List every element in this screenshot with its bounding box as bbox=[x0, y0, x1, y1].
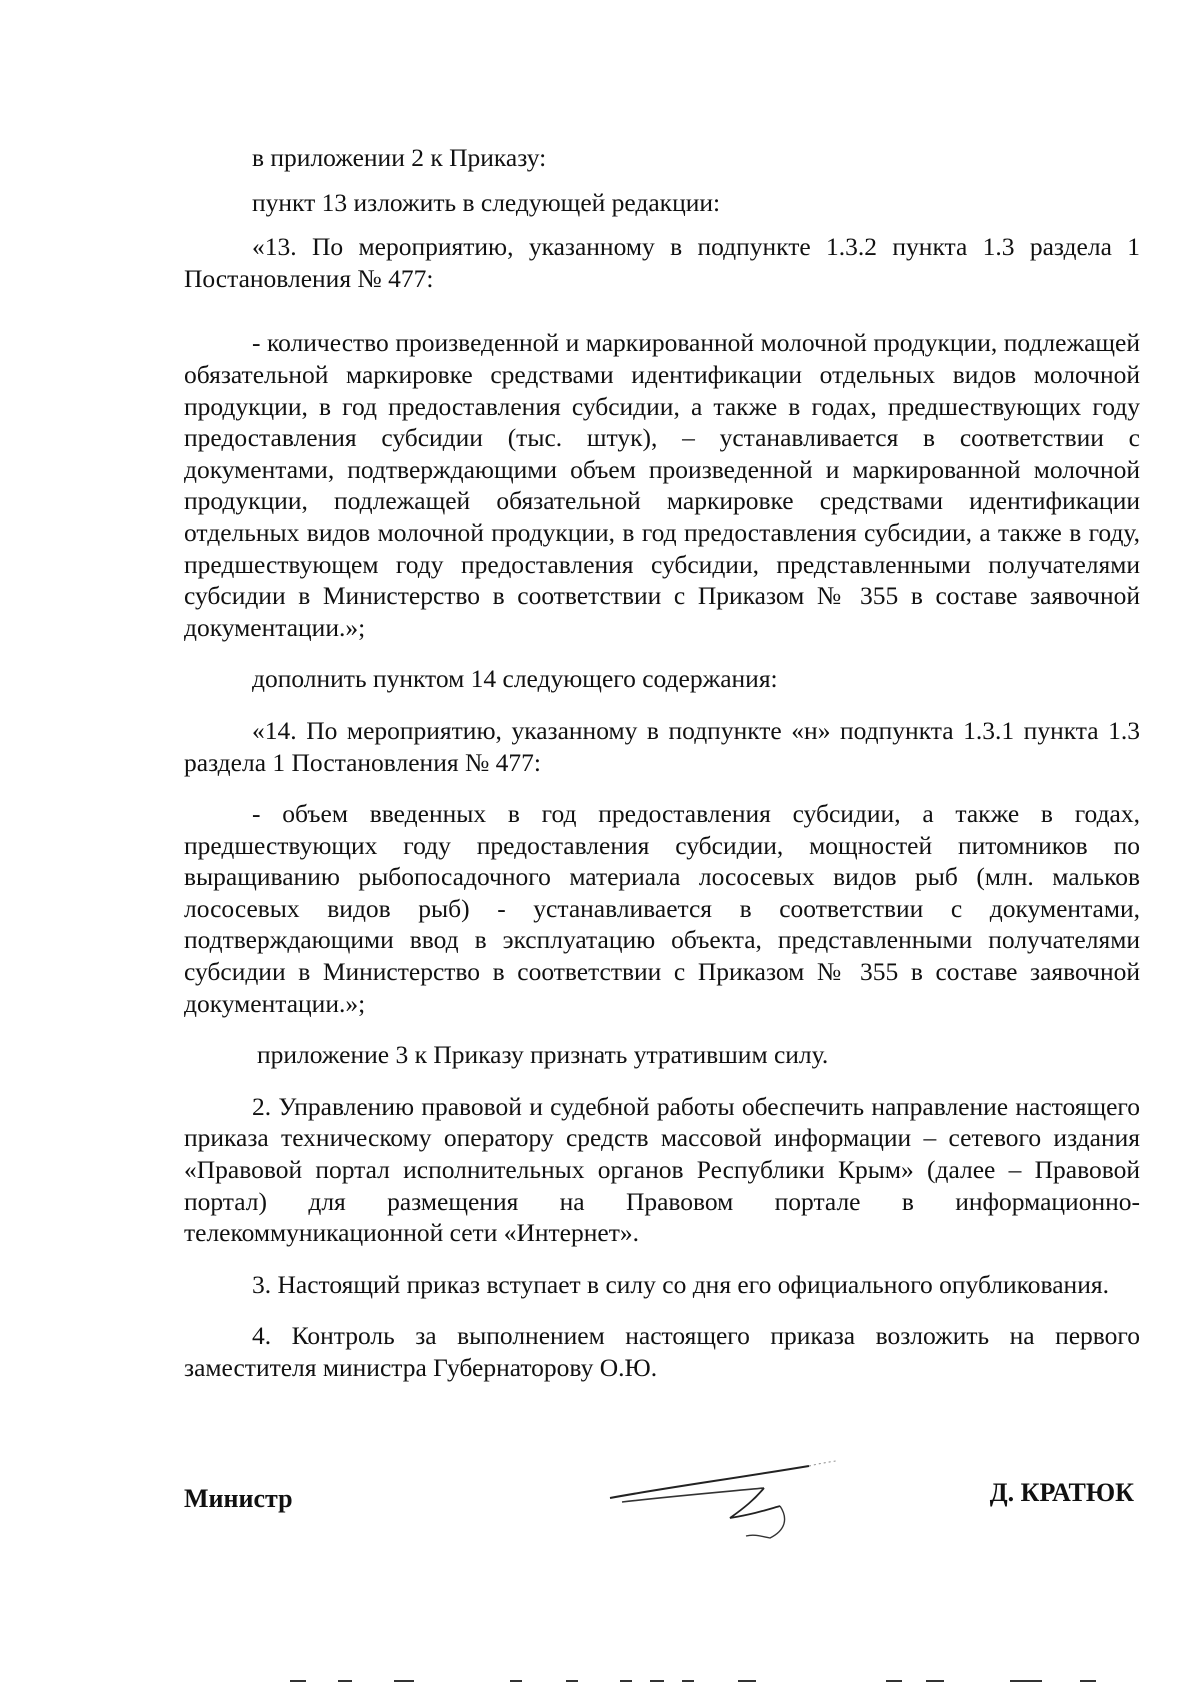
paragraph-clause-3: 3. Настоящий приказ вступает в силу со дня его официального опубликования. bbox=[252, 1269, 1109, 1299]
scan-edge-marks bbox=[290, 1676, 1150, 1684]
paragraph-item-14-intro: дополнить пунктом 14 следующего содержания: bbox=[252, 664, 778, 694]
paragraph-dairy-indicator: - количество произведенной и маркированной молочной продукции, подлежащей обязательной маркировке средствами идентификации отдельных видов молочной продукции, в год предоставления субсидии, а также в годах, предшествующих году предоставления субсидии (тыс. штук), – устанавливается в соответствии с документами, подтверждающими объем произведенной и маркированной молочной продукции, подлежащей обязательной маркировке средствами идентификации отдельных видов молочной продукции, в год предоставления субсидии, а также в году, предшествующем году предоставления субсидии, представленными получателями субсидии в Министерство в соответствии с Приказом № 355 в составе заявочной документации.»; bbox=[184, 328, 1140, 642]
handwritten-signature bbox=[604, 1440, 844, 1550]
paragraph-clause-4: 4. Контроль за выполнением настоящего приказа возложить на первого заместителя министра Губернаторову О.Ю. bbox=[184, 1321, 1140, 1382]
paragraph-item-13-intro: пункт 13 изложить в следующей редакции: bbox=[252, 187, 721, 217]
paragraph-item-13: «13. По мероприятию, указанному в подпункте 1.3.2 пункта 1.3 раздела 1 Постановления № 477: bbox=[184, 232, 1140, 293]
paragraph-appendix-2: в приложении 2 к Приказу: bbox=[252, 143, 547, 172]
paragraph-item-14: «14. По мероприятию, указанному в подпункте «н» подпункта 1.3.1 пункта 1.3 раздела 1 Постановления № 477: bbox=[184, 715, 1140, 777]
paragraph-fish-indicator: - объем введенных в год предоставления субсидии, а также в годах, предшествующих году предоставления субсидии, мощностей питомников по выращиванию рыбопосадочного материала лососевых видов рыб (млн. мальков лососевых видов рыб) - устанавливается в соответствии с документами, подтверждающими ввод в эксплуатацию объекта, представленными получателями субсидии в Министерство в соответствии с Приказом № 355 в составе заявочной документации.»; bbox=[184, 799, 1140, 1018]
paragraph-clause-2: 2. Управлению правовой и судебной работы обеспечить направление настоящего приказа техническому оператору средств массовой информации – сетевого издания «Правовой портал исполнительных органов Республики Крым» (далее – Правовой портал) для размещения на Правовом портале в информационно-телекоммуникационной сети «Интернет». bbox=[184, 1091, 1140, 1248]
paragraph-appendix-3: приложение 3 к Приказу признать утратившим силу. bbox=[257, 1040, 829, 1070]
document-body bbox=[184, 142, 1140, 1384]
signatory-title: Министр bbox=[184, 1484, 293, 1513]
signature-block bbox=[184, 1468, 1140, 1558]
signatory-name: Д. КРАТЮК bbox=[989, 1478, 1134, 1507]
